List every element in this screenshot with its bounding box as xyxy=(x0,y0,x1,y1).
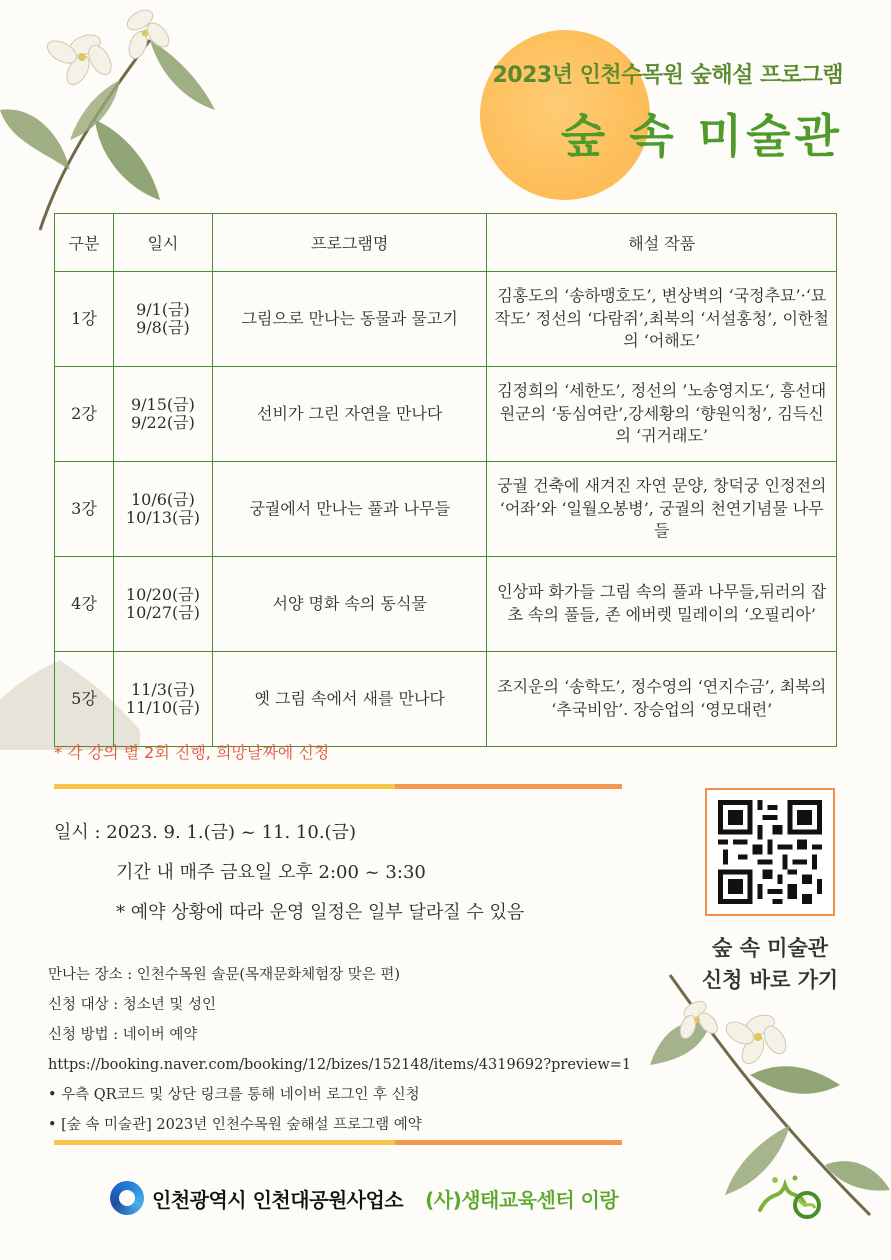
schedule-time: 기간 내 매주 금요일 오후 2:00 ~ 3:30 xyxy=(116,862,426,883)
program-table xyxy=(54,213,837,747)
footer xyxy=(110,1178,618,1218)
organizer-name: 인천광역시 인천대공원사업소 xyxy=(152,1187,404,1212)
table-header-row xyxy=(55,214,837,272)
table-row xyxy=(55,652,837,747)
session-number: 2강 xyxy=(55,367,114,462)
program-subtitle: 2023년 인천수목원 숲해설 프로그램 xyxy=(492,63,843,88)
session-name: 그림으로 만나는 동물과 물고기 xyxy=(212,272,487,367)
qr-label-line1: 숲 속 미술관 xyxy=(711,935,829,960)
qr-label-line2: 신청 바로 가기 xyxy=(701,967,839,992)
header-category: 구분 xyxy=(55,214,114,272)
header-program-name: 프로그램명 xyxy=(212,214,487,272)
header-works: 해설 작품 xyxy=(487,214,837,272)
ecology-center-logo-icon xyxy=(755,1170,825,1225)
table-row xyxy=(55,557,837,652)
divider-bar xyxy=(54,784,622,789)
session-dates: 10/20(금) 10/27(금) xyxy=(113,557,212,652)
schedule-section xyxy=(54,818,524,938)
session-note: * 각 강의 별 2회 진행, 희망날짜에 신청 xyxy=(54,743,330,762)
meeting-place: 만나는 장소 : 인천수목원 솔문(목재문화체험장 맞은 편) xyxy=(48,967,401,983)
session-works: 김홍도의 ‘송하맹호도’, 변상벽의 ‘국정추묘’·‘묘작도’ 정선의 ‘다람쥐’,최북의 ‘서설홍청’, 이한철의 ‘어해도’ xyxy=(487,272,837,367)
booking-title: • [숲 속 미술관] 2023년 인천수목원 숲해설 프로그램 예약 xyxy=(48,1117,422,1133)
session-dates: 11/3(금) 11/10(금) xyxy=(113,652,212,747)
session-number: 1강 xyxy=(55,272,114,367)
session-number: 4강 xyxy=(55,557,114,652)
schedule-notice: * 예약 상황에 따라 운영 일정은 일부 달라질 수 있음 xyxy=(116,902,525,923)
qr-instruction: • 우측 QR코드 및 상단 링크를 통해 네이버 로그인 후 신청 xyxy=(48,1087,420,1103)
session-dates: 9/1(금) 9/8(금) xyxy=(113,272,212,367)
divider-bar xyxy=(54,1140,622,1145)
booking-link[interactable]: https://booking.naver.com/booking/12/bizes/152148/items/4319692?preview=1 xyxy=(48,1057,632,1073)
partner-name: (사)생태교육센터 이랑 xyxy=(425,1187,619,1212)
program-title: 숲 속 미술관 xyxy=(560,109,843,163)
session-works: 조지운의 ‘송학도’, 정수영의 ‘연지수금’, 최북의 ‘추국비암’. 장승업의 ‘영모대련’ xyxy=(487,652,837,747)
header-date: 일시 xyxy=(113,214,212,272)
table-row xyxy=(55,462,837,557)
session-number: 3강 xyxy=(55,462,114,557)
session-dates: 9/15(금) 9/22(금) xyxy=(113,367,212,462)
session-works: 김정희의 ‘세한도’, 정선의 ’노송영지도‘, 흥선대원군의 ‘동심여란’,강세황의 ‘향원익청’, 김득신의 ‘귀거래도’ xyxy=(487,367,837,462)
schedule-period: 일시 : 2023. 9. 1.(금) ~ 11. 10.(금) xyxy=(54,822,356,843)
session-name: 선비가 그린 자연을 만나다 xyxy=(212,367,487,462)
session-works: 궁궐 건축에 새겨진 자연 문양, 창덕궁 인정전의 ‘어좌’와 ‘일월오봉병’, 궁궐의 천연기념물 나무들 xyxy=(487,462,837,557)
qr-code[interactable] xyxy=(705,788,835,916)
target-audience: 신청 대상 : 청소년 및 성인 xyxy=(48,997,217,1013)
info-section xyxy=(48,960,631,1140)
session-name: 궁궐에서 만나는 풀과 나무들 xyxy=(212,462,487,557)
qr-code-icon xyxy=(717,800,823,904)
incheon-logo-icon xyxy=(110,1181,144,1215)
signup-method: 신청 방법 : 네이버 예약 xyxy=(48,1027,198,1043)
session-name: 서양 명화 속의 동식물 xyxy=(212,557,487,652)
table-row xyxy=(55,272,837,367)
table-row xyxy=(55,367,837,462)
session-works: 인상파 화가들 그림 속의 풀과 나무들,뒤러의 잡초 속의 풀들, 존 에버렛 밀레이의 ‘오필리아’ xyxy=(487,557,837,652)
session-dates: 10/6(금) 10/13(금) xyxy=(113,462,212,557)
session-number: 5강 xyxy=(55,652,114,747)
session-name: 옛 그림 속에서 새를 만나다 xyxy=(212,652,487,747)
